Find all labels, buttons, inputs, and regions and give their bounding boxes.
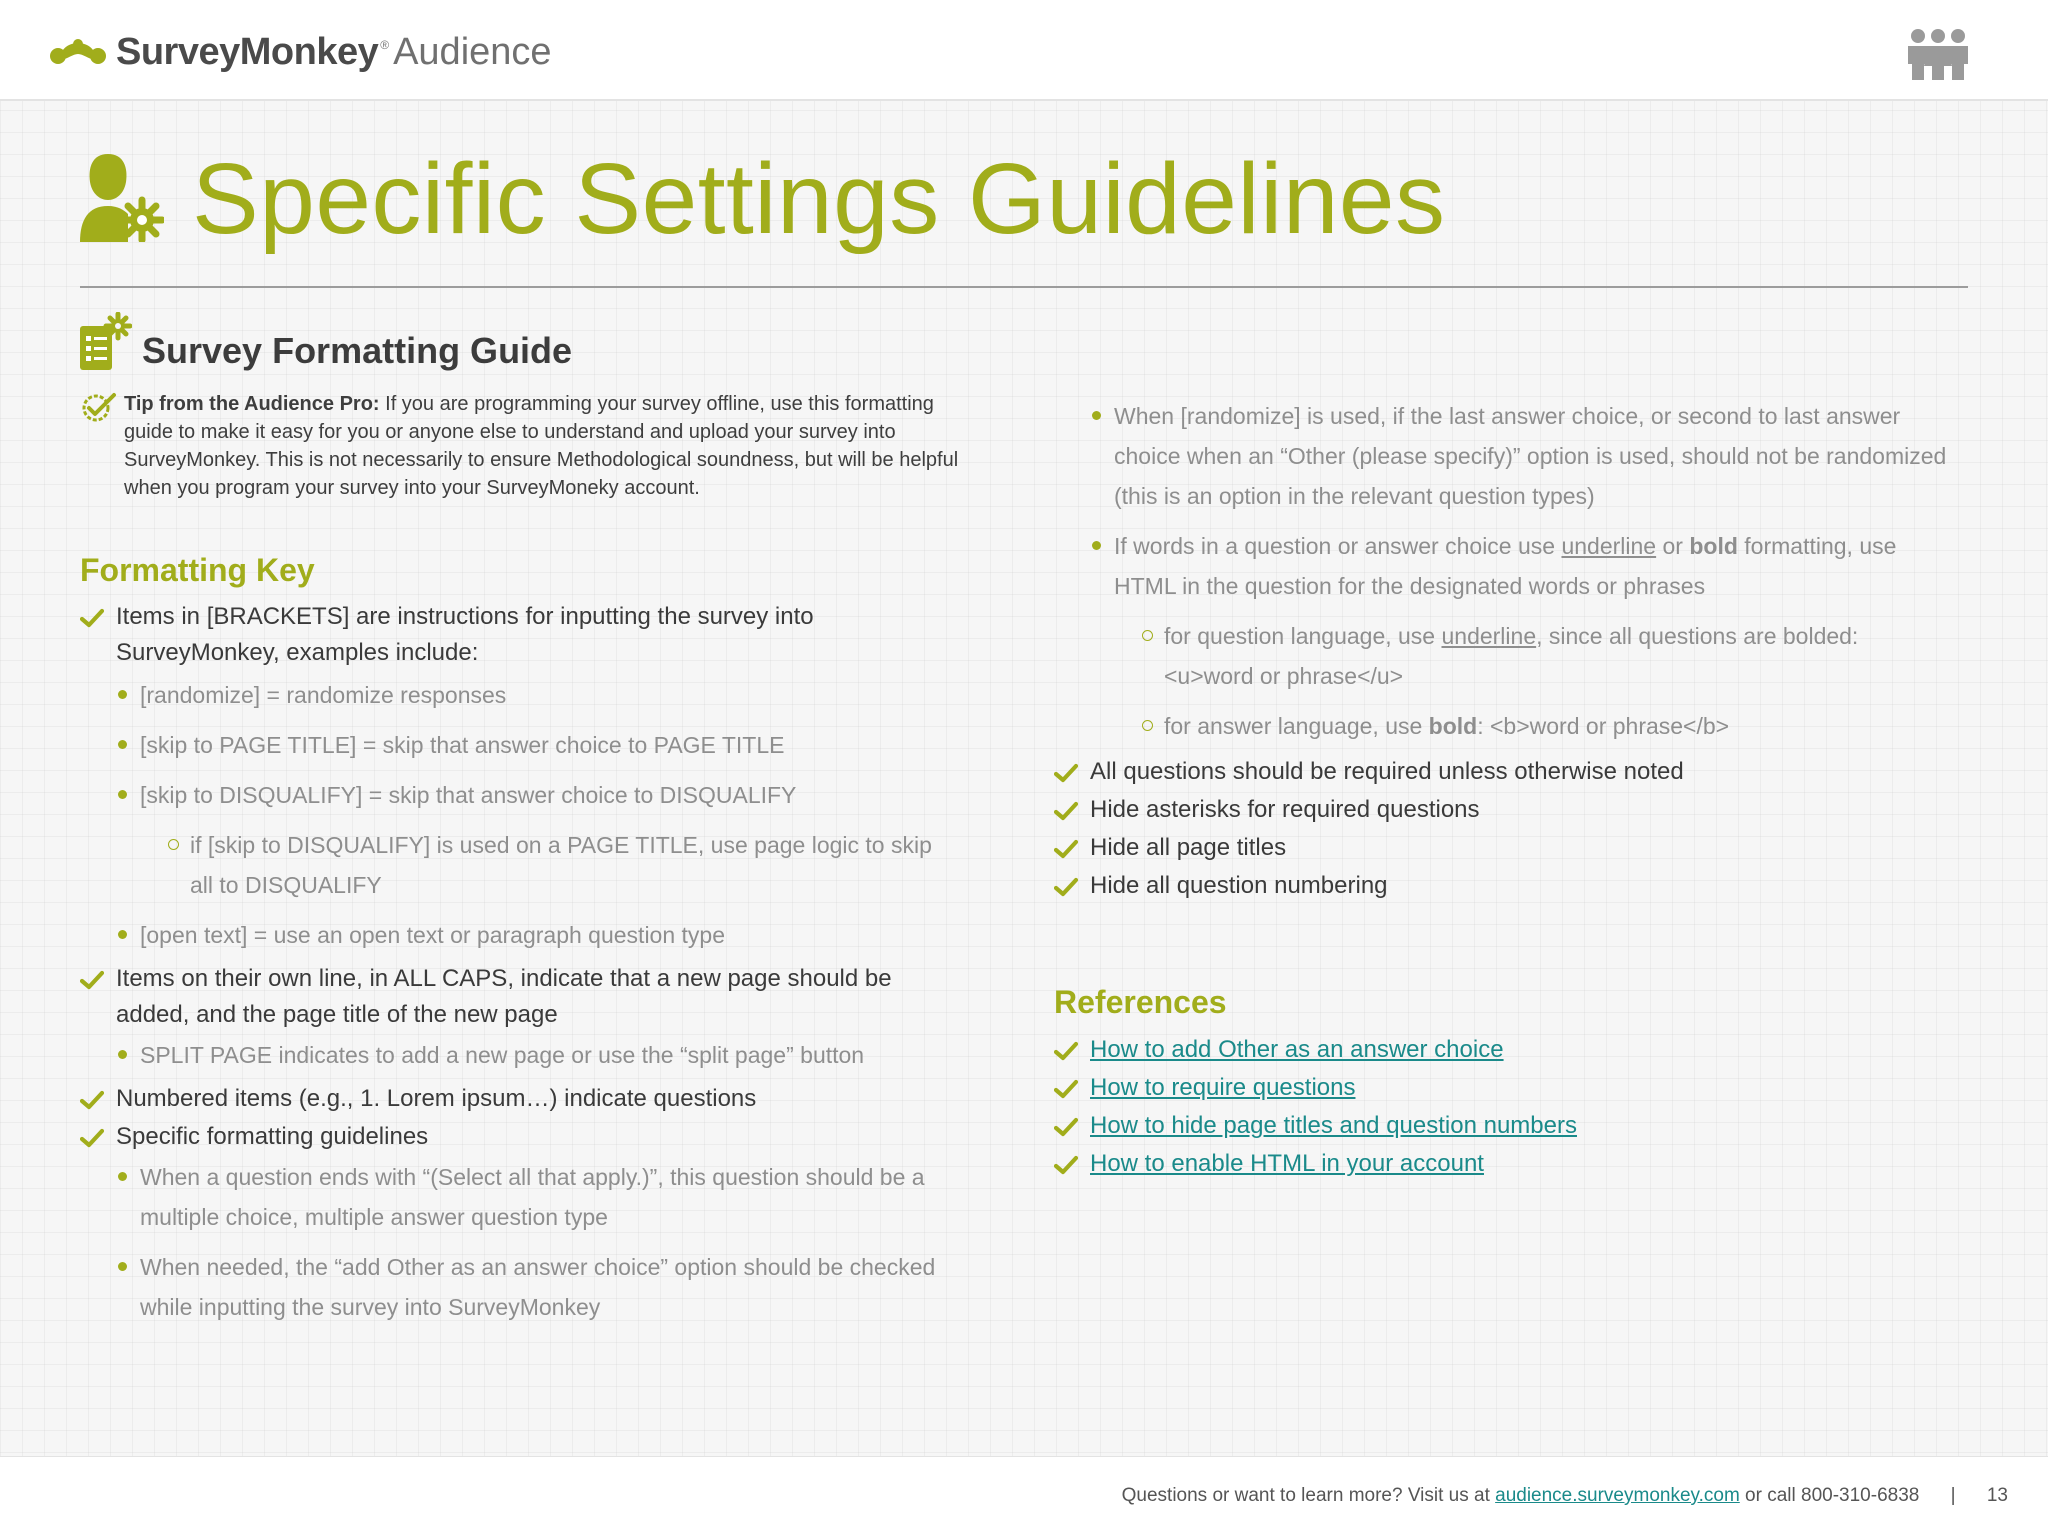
- check-text: All questions should be required unless otherwise noted: [1090, 758, 1684, 785]
- people-group-icon: [1906, 28, 1970, 82]
- reference-item: [1054, 1032, 1954, 1068]
- bullet-item: When a question ends with “(Select all that apply.)”, this question should be a multiple choice, multiple answer question type: [80, 1157, 980, 1237]
- product-name: Audience: [393, 30, 552, 73]
- check-item: [1054, 830, 1954, 866]
- words-underline: underline: [1561, 533, 1657, 559]
- tip-box: [80, 390, 960, 502]
- bullet-item: [skip to DISQUALIFY] = skip that answer choice to DISQUALIFY: [80, 775, 980, 815]
- checklist-gear-icon: [78, 312, 132, 372]
- tip-label: Tip from the Audience Pro:: [124, 393, 380, 415]
- reference-item: [1054, 1108, 1954, 1144]
- footer-text: [1122, 1485, 2008, 1507]
- check-item: [1054, 868, 1954, 904]
- bullet-item-words: [1054, 526, 1954, 606]
- check-text: Specific formatting guidelines: [116, 1123, 429, 1150]
- formatting-key-heading: Formatting Key: [80, 552, 315, 588]
- check-icon: [80, 970, 104, 990]
- check-item-numbered: [80, 1081, 980, 1117]
- bullet-item: When needed, the “add Other as an answer choice” option should be checked while inputting the survey into SurveyMonkey: [80, 1247, 980, 1327]
- page-title: Specific Settings Guidelines: [192, 143, 1446, 255]
- check-icon: [1054, 801, 1078, 821]
- person-gear-icon: [78, 150, 164, 242]
- sub1-text-a: for question language, use: [1164, 623, 1442, 649]
- check-text: Hide all page titles: [1090, 834, 1287, 861]
- check-icon: [1054, 763, 1078, 783]
- bullet-item: [open text] = use an open text or paragraph question type: [80, 915, 980, 955]
- bullet-item: [skip to PAGE TITLE] = skip that answer choice to PAGE TITLE: [80, 725, 980, 765]
- words-or: or: [1656, 533, 1690, 559]
- bullet-item-randomize: When [randomize] is used, if the last answer choice, or second to last answer choice when an “Other (please specify)” option is used, should not be randomized (this is an option in the relevant question types): [1054, 396, 1954, 516]
- check-item-specific: [80, 1119, 980, 1155]
- reference-link-other[interactable]: How to add Other as an answer choice: [1090, 1036, 1504, 1063]
- check-icon: [1054, 1079, 1078, 1099]
- check-icon: [1054, 1155, 1078, 1175]
- check-icon: [1054, 1117, 1078, 1137]
- reference-item: [1054, 1146, 1954, 1182]
- footer-separator: |: [1950, 1485, 1956, 1506]
- footer-link[interactable]: audience.surveymonkey.com: [1495, 1485, 1740, 1506]
- check-icon: [80, 608, 104, 628]
- words-text-b: formatting, use HTML in the question for the designated words or phrases: [1114, 533, 1897, 599]
- sub-bullet-item: if [skip to DISQUALIFY] is used on a PAGE TITLE, use page logic to skip all to DISQUALIFY: [80, 825, 980, 905]
- check-icon: [1054, 839, 1078, 859]
- sub2-text-b: : <b>word or phrase</b>: [1477, 713, 1730, 739]
- section-title: Survey Formatting Guide: [142, 330, 573, 371]
- bullet-item: SPLIT PAGE indicates to add a new page or use the “split page” button: [80, 1035, 980, 1075]
- page-number: 13: [1986, 1485, 2008, 1506]
- bullet-item: [randomize] = randomize responses: [80, 675, 980, 715]
- trademark: ®: [380, 38, 390, 52]
- footer-phone: or call 800-310-6838: [1739, 1485, 1920, 1506]
- check-item-brackets: [80, 599, 980, 671]
- badge-check-icon: [80, 392, 118, 422]
- sub2-text-a: for answer language, use: [1164, 713, 1429, 739]
- words-bold: bold: [1689, 533, 1738, 559]
- title-divider: [80, 286, 1968, 288]
- reference-link-require[interactable]: How to require questions: [1090, 1074, 1356, 1101]
- reference-link-html[interactable]: How to enable HTML in your account: [1090, 1150, 1484, 1177]
- tip-text: [124, 390, 960, 502]
- monkey-logo-icon: [48, 32, 108, 72]
- check-text: Hide all question numbering: [1090, 872, 1388, 899]
- check-text: Items in [BRACKETS] are instructions for inputting the survey into SurveyMonkey, examples include:: [116, 603, 814, 666]
- check-item: [1054, 792, 1954, 828]
- check-item-caps: [80, 961, 980, 1033]
- reference-link-hide-titles[interactable]: How to hide page titles and question numbers: [1090, 1112, 1577, 1139]
- reference-item: [1054, 1070, 1954, 1106]
- sub1-text-b: , since all questions are bolded: <u>word or phrase</u>: [1164, 623, 1859, 689]
- right-column: [1054, 396, 1954, 904]
- check-icon: [80, 1090, 104, 1110]
- brand-name: SurveyMonkey: [116, 30, 379, 73]
- formatting-key-list: [80, 599, 980, 1327]
- check-text: Hide asterisks for required questions: [1090, 796, 1480, 823]
- logo[interactable]: [48, 24, 552, 80]
- footer-prefix: Questions or want to learn more? Visit us at: [1121, 1485, 1496, 1506]
- references-heading: References: [1054, 984, 1227, 1020]
- check-text: Items on their own line, in ALL CAPS, indicate that a new page should be added, and the page title of the new page: [116, 965, 892, 1028]
- sub-bullet-question-language: [1054, 616, 1954, 696]
- header: [0, 0, 2048, 101]
- tip-body: If you are programming your survey offline, use this formatting guide to make it easy for you or anyone else to understand and upload your survey into SurveyMonkey. This is not necessarily to ensure Methodological soundness, but will be helpful when you program your survey into your SurveyMoneky account.: [124, 393, 959, 499]
- references-list: [1054, 1032, 1954, 1182]
- check-text: Numbered items (e.g., 1. Lorem ipsum…) indicate questions: [116, 1085, 757, 1112]
- check-icon: [1054, 877, 1078, 897]
- check-item: [1054, 754, 1954, 790]
- check-icon: [80, 1128, 104, 1148]
- sub-bullet-answer-language: [1054, 706, 1954, 746]
- words-text-a: If words in a question or answer choice use: [1114, 533, 1562, 559]
- footer: [0, 1456, 2048, 1536]
- sub2-bold: bold: [1428, 713, 1478, 739]
- sub1-underline: underline: [1441, 623, 1537, 649]
- check-icon: [1054, 1041, 1078, 1061]
